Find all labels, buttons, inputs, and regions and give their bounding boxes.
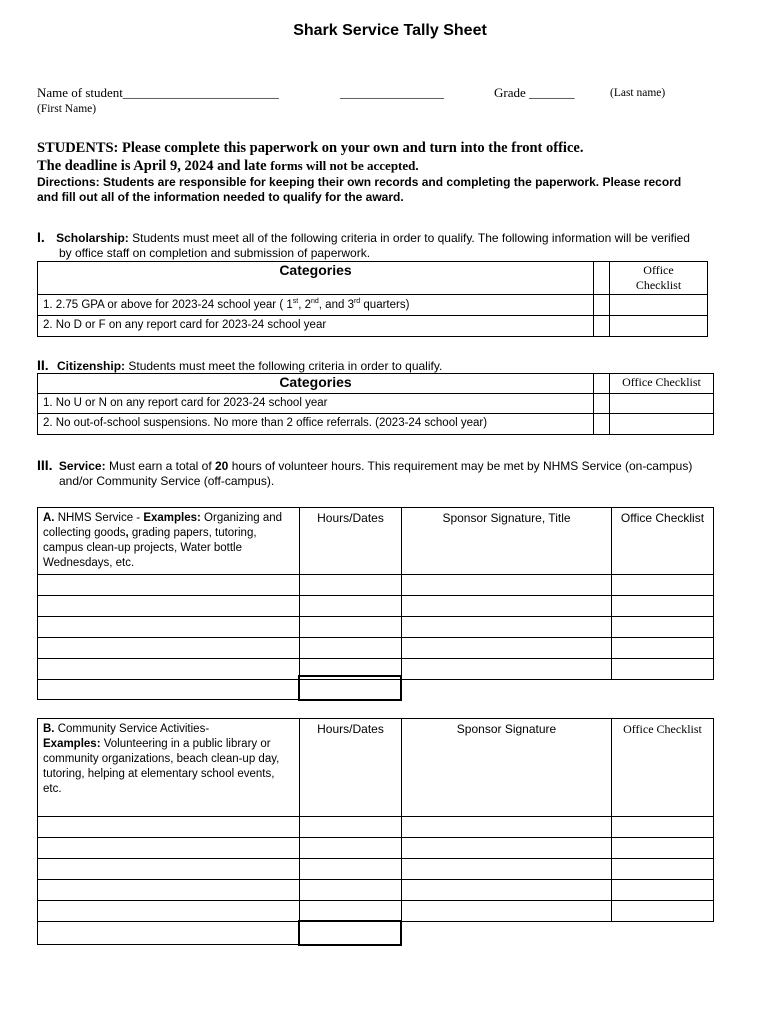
scholarship-text: Students must meet all of the following criteria in order to qualify. The following information will be verified — [128, 231, 690, 245]
nhms-service-description — [38, 508, 300, 575]
activity-cell[interactable] — [38, 575, 300, 596]
office-check-cell[interactable] — [612, 880, 714, 901]
office-check-cell[interactable] — [612, 859, 714, 880]
grade-field[interactable]: Grade _______ — [494, 85, 575, 100]
nhms-service-table — [37, 507, 714, 680]
signature-cell[interactable] — [402, 880, 612, 901]
signature-cell[interactable] — [402, 817, 612, 838]
scholarship-table — [37, 261, 708, 337]
scholarship-text-2: by office staff on completion and submission of paperwork. — [59, 246, 371, 260]
scholarship-criterion-2: 2. No D or F on any report card for 2023-24 school year — [38, 316, 594, 337]
office-check-cell[interactable] — [610, 394, 714, 414]
section-letter: B. — [43, 723, 55, 735]
spacer-cell — [594, 414, 610, 435]
sponsor-signature-header: Sponsor Signature, Title — [402, 508, 612, 575]
scholarship-label: Scholarship: — [56, 231, 129, 245]
directions-line-2: and fill out all of the information needed to qualify for the award. — [37, 190, 404, 204]
hours-dates-header: Hours/Dates — [300, 719, 402, 817]
service-text: Must earn a total of — [105, 459, 215, 473]
office-check-cell[interactable] — [612, 638, 714, 659]
first-name-label: (First Name) — [37, 103, 97, 115]
ordinal: st — [292, 298, 299, 305]
office-check-cell[interactable] — [612, 817, 714, 838]
office-check-cell[interactable] — [612, 838, 714, 859]
hours-cell[interactable] — [300, 617, 402, 638]
spacer-cell — [594, 262, 610, 295]
last-name-label: (Last name) — [610, 87, 666, 99]
student-name-field[interactable]: Name of student________________________ — [37, 85, 279, 100]
directions-line-1: Directions: Students are responsible for keeping their own records and completing the paperwork. Please record — [37, 175, 682, 189]
hours-cell[interactable] — [300, 880, 402, 901]
citizenship-heading — [37, 357, 442, 373]
citizenship-criterion-2: 2. No out-of-school suspensions. No more than 2 office referrals. (2023-24 school year) — [38, 414, 594, 435]
hours-cell[interactable] — [300, 596, 402, 617]
categories-header: Categories — [38, 374, 594, 394]
office-check-cell[interactable] — [610, 316, 708, 337]
section-numeral: I. — [37, 229, 45, 245]
scholarship-criterion-1 — [38, 295, 594, 316]
office-checklist-header: Office Checklist — [610, 262, 708, 295]
activity-cell[interactable] — [38, 638, 300, 659]
late-forms-text: forms will not be accepted. — [270, 158, 419, 173]
section-numeral: III. — [37, 457, 53, 473]
office-check-cell[interactable] — [612, 901, 714, 922]
hours-cell[interactable] — [300, 575, 402, 596]
spacer-cell — [594, 394, 610, 414]
signature-cell[interactable] — [402, 901, 612, 922]
ordinal: rd — [353, 298, 361, 305]
categories-header: Categories — [38, 262, 594, 295]
criterion-text: quarters) — [360, 298, 410, 311]
office-check-cell[interactable] — [612, 617, 714, 638]
citizenship-label: Citizenship: — [57, 359, 126, 373]
community-total-label-cell — [37, 920, 300, 945]
hours-cell[interactable] — [300, 859, 402, 880]
service-text: hours of volunteer hours. This requirement may be met by NHMS Service (on-campus) — [228, 459, 693, 473]
criterion-text: , 2 — [298, 298, 311, 311]
nhms-total-hours-box[interactable] — [298, 675, 402, 701]
activity-cell[interactable] — [38, 817, 300, 838]
deadline-line — [37, 158, 419, 175]
hours-cell[interactable] — [300, 901, 402, 922]
nhms-total-label-cell — [37, 675, 300, 700]
scholarship-heading — [37, 229, 690, 245]
office-check-cell[interactable] — [612, 659, 714, 680]
sponsor-signature-header: Sponsor Signature — [402, 719, 612, 817]
citizenship-text: Students must meet the following criteria in order to qualify. — [125, 359, 443, 373]
ordinal: nd — [311, 298, 319, 305]
signature-cell[interactable] — [402, 659, 612, 680]
office-checklist-header: Office Checklist — [612, 508, 714, 575]
activity-cell[interactable] — [38, 596, 300, 617]
signature-cell[interactable] — [402, 838, 612, 859]
hours-cell[interactable] — [300, 817, 402, 838]
deadline-text: The deadline is April 9, 2024 and late — [37, 158, 271, 174]
spacer-cell — [594, 374, 610, 394]
examples-text: grading papers, tutoring, campus clean-up projects, Water bottle Wednesdays, etc. — [43, 527, 257, 569]
signature-cell[interactable] — [402, 596, 612, 617]
examples-text: Organizing and collecting goods — [43, 512, 283, 539]
service-label: Service: — [58, 459, 106, 473]
office-checklist-header: Office Checklist — [612, 719, 714, 817]
criterion-text: 1. 2.75 GPA or above for 2023-24 school year ( 1 — [43, 298, 293, 311]
signature-cell[interactable] — [402, 859, 612, 880]
section-numeral: II. — [37, 357, 49, 373]
criterion-text: , and 3 — [318, 298, 354, 311]
activity-cell[interactable] — [38, 617, 300, 638]
community-service-description — [38, 719, 300, 817]
office-check-cell[interactable] — [612, 596, 714, 617]
examples-text: Volunteering in a public library or community organizations, beach clean-up day, tutoring, helping at elementary school events, etc. — [43, 738, 280, 795]
instructions-line-1: STUDENTS: Please complete this paperwork on your own and turn into the front office. — [37, 140, 584, 156]
spacer-cell — [594, 316, 610, 337]
activity-cell[interactable] — [38, 838, 300, 859]
examples-label: Examples: — [143, 512, 201, 524]
office-check-cell[interactable] — [610, 414, 714, 435]
nhms-label: NHMS Service - — [54, 512, 144, 524]
hours-cell[interactable] — [300, 638, 402, 659]
page-title: Shark Service Tally Sheet — [293, 22, 487, 39]
signature-cell[interactable] — [402, 617, 612, 638]
signature-cell[interactable] — [402, 638, 612, 659]
activity-cell[interactable] — [38, 901, 300, 922]
examples-comma: , — [125, 527, 129, 539]
community-total-hours-box[interactable] — [298, 920, 402, 946]
section-letter: A. — [43, 512, 55, 524]
community-service-table — [37, 718, 714, 922]
office-check-cell[interactable] — [610, 295, 708, 316]
citizenship-criterion-1: 1. No U or N on any report card for 2023-24 school year — [38, 394, 594, 414]
hours-cell[interactable] — [300, 838, 402, 859]
examples-label: Examples: — [43, 738, 101, 750]
community-label: Community Service Activities- — [54, 723, 210, 735]
activity-cell[interactable] — [38, 859, 300, 880]
required-hours: 20 — [215, 459, 229, 473]
office-check-cell[interactable] — [612, 575, 714, 596]
signature-cell[interactable] — [402, 575, 612, 596]
service-heading — [37, 457, 692, 473]
service-text-2: and/or Community Service (off-campus). — [59, 474, 275, 488]
hours-dates-header: Hours/Dates — [300, 508, 402, 575]
activity-cell[interactable] — [38, 880, 300, 901]
citizenship-table — [37, 373, 714, 435]
office-checklist-header: Office Checklist — [610, 374, 714, 394]
spacer-cell — [594, 295, 610, 316]
student-last-name-field[interactable]: ________________ — [340, 85, 444, 100]
